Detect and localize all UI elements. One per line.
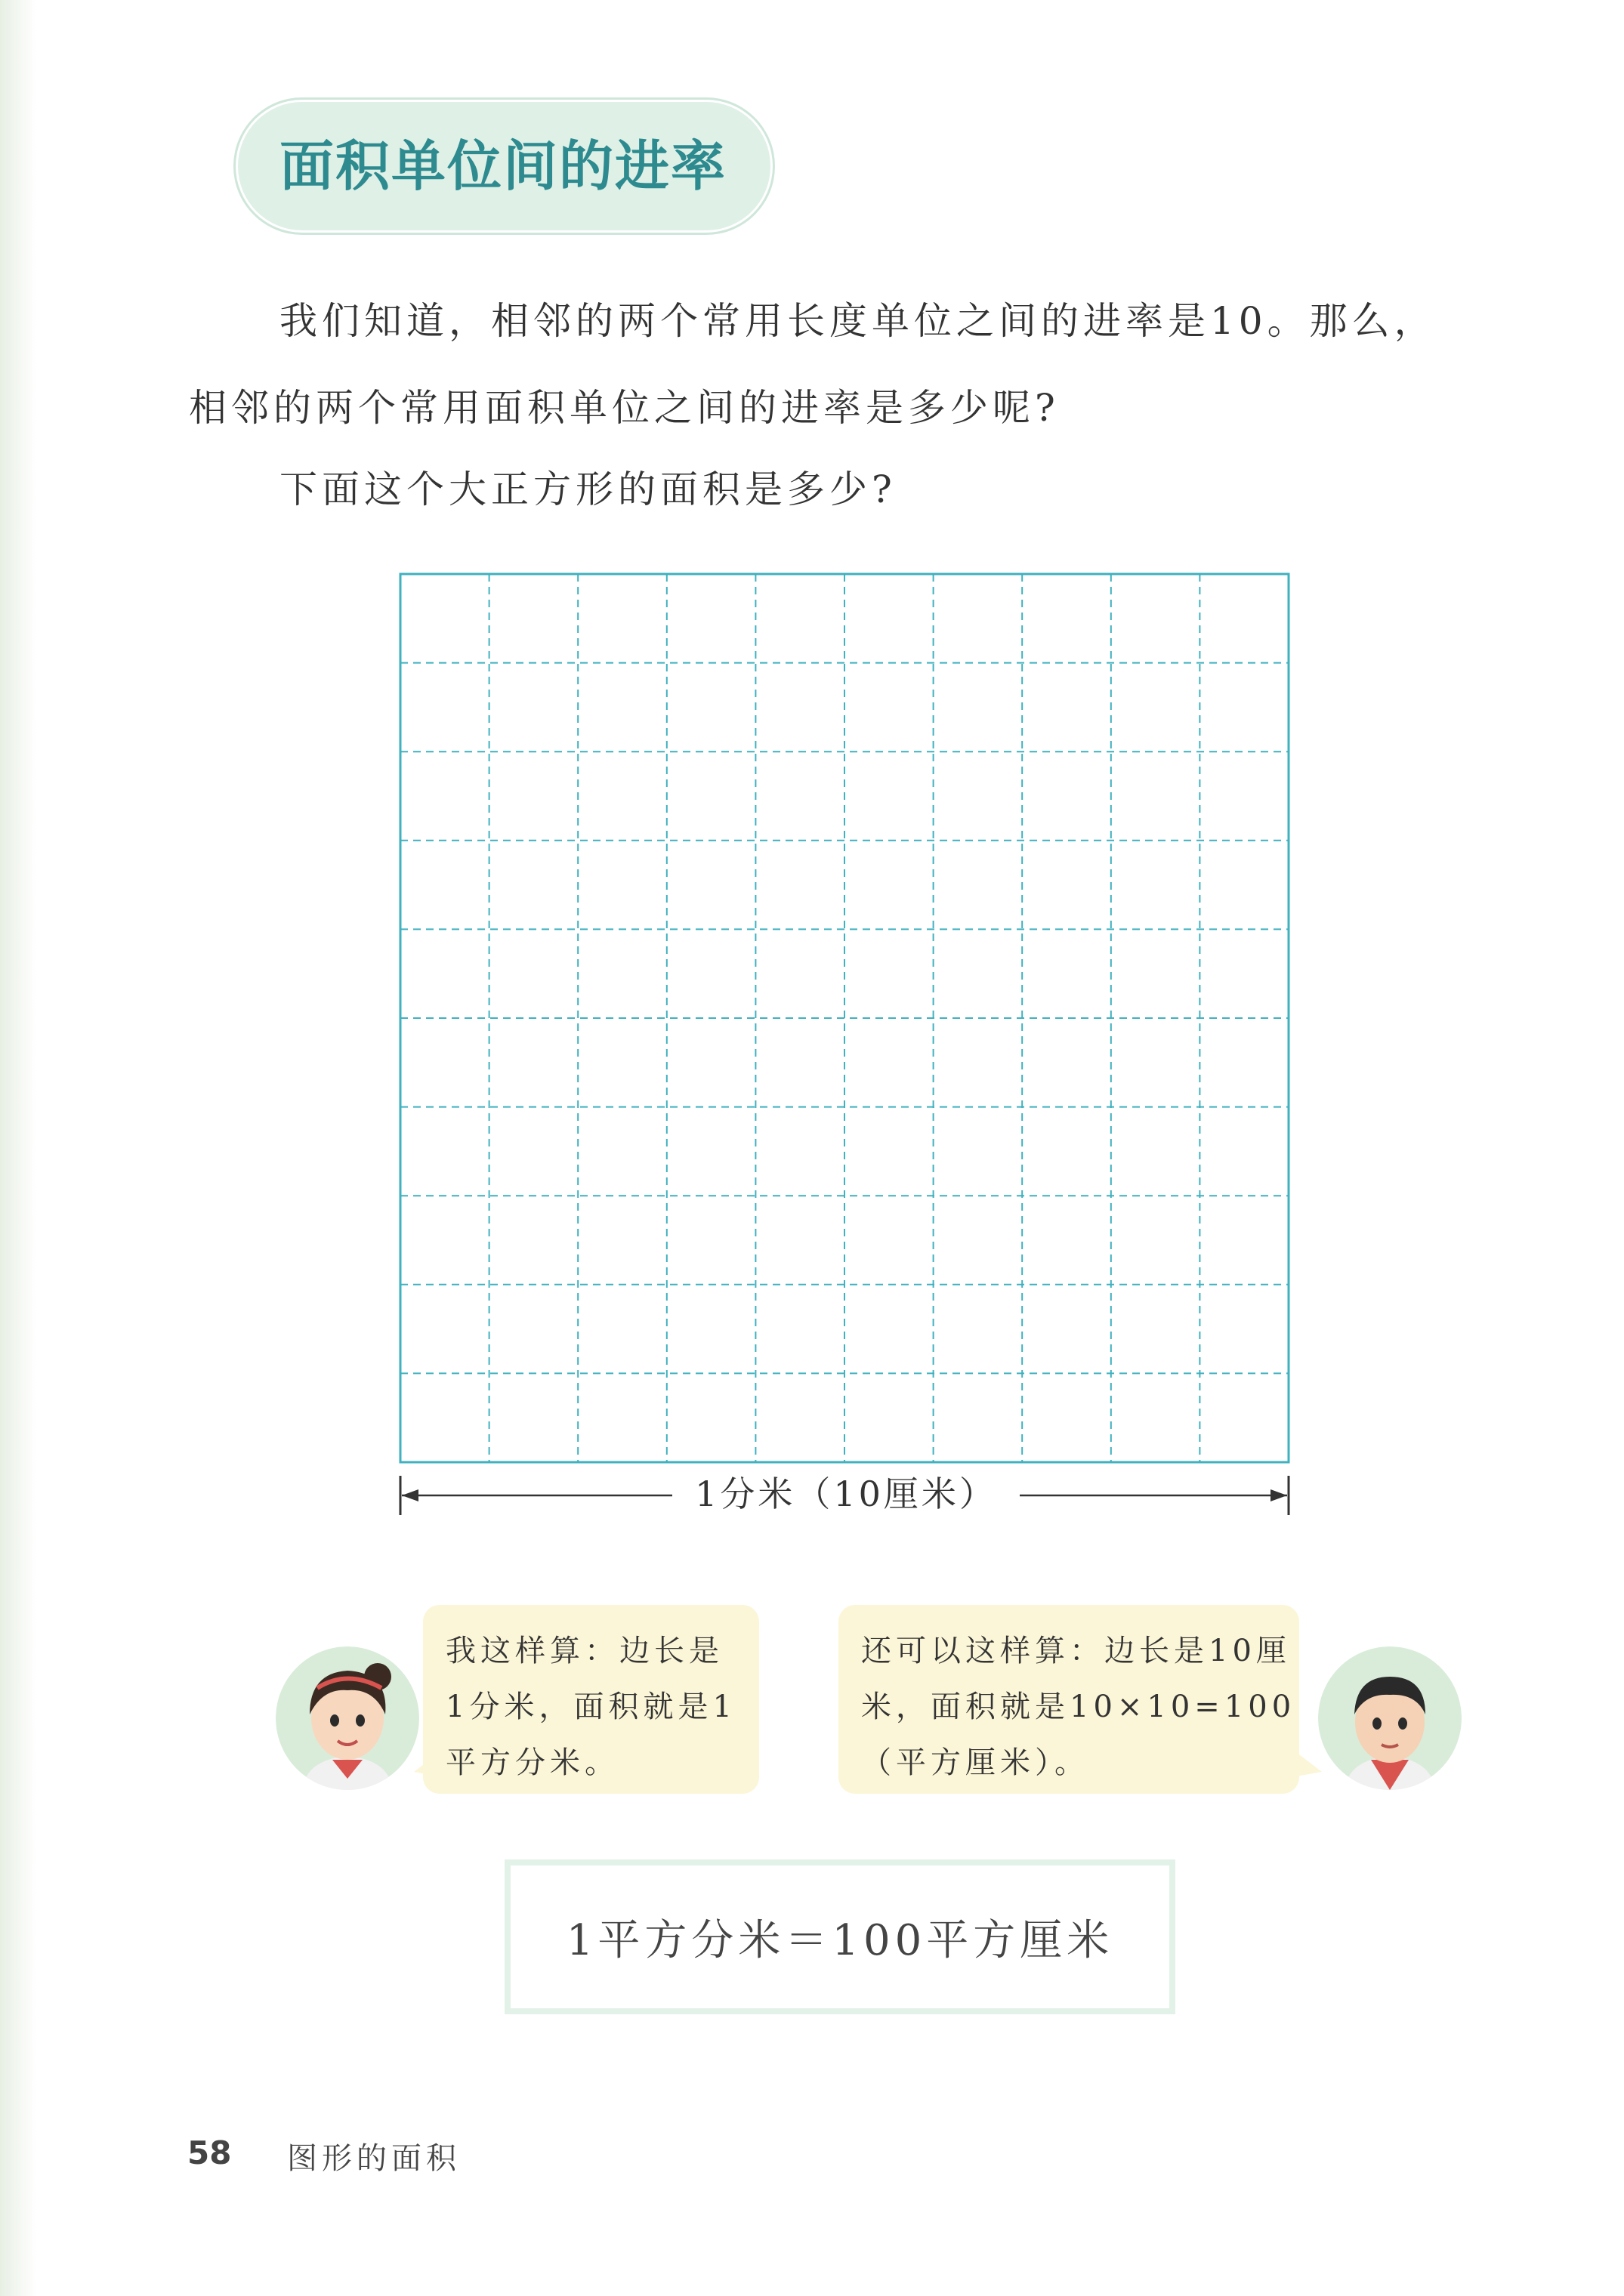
boy-speech-line-2: 米，面积就是10×10=100 — [861, 1690, 1296, 1724]
intro-line-2: 相邻的两个常用面积单位之间的进率是多少呢? — [189, 386, 1060, 430]
intro-line-1: 我们知道，相邻的两个常用长度单位之间的进率是10。那么， — [279, 299, 1437, 343]
page-number: 58 — [187, 2134, 232, 2171]
girl-bubble-tail — [414, 1752, 440, 1776]
boy-bubble-tail — [1296, 1752, 1322, 1776]
page-edge-shadow — [0, 0, 36, 2296]
measure-left-arrowhead — [402, 1489, 418, 1501]
measure-right-arrowhead — [1270, 1489, 1287, 1501]
grid-svg — [399, 572, 1290, 1464]
page-title: 面积单位间的进率 — [279, 134, 727, 198]
formula-text: 1平方分米＝100平方厘米 — [566, 1915, 1114, 1965]
girl-speech-line-2: 1分米，面积就是1 — [446, 1690, 736, 1724]
girl-speech-line-3: 平方分米。 — [446, 1745, 619, 1780]
girl-speech-line-1: 我这样算：边长是 — [446, 1634, 724, 1668]
boy-speech-line-1: 还可以这样算：边长是10厘 — [861, 1634, 1291, 1668]
boy-avatar — [1318, 1646, 1462, 1790]
section-title: 图形的面积 — [287, 2141, 461, 2176]
question-line: 下面这个大正方形的面积是多少? — [279, 468, 897, 511]
square-grid — [399, 572, 1290, 1464]
measurement-label: 1分米（10厘米） — [672, 1471, 1020, 1517]
boy-speech-line-3: （平方厘米）。 — [861, 1745, 1089, 1780]
formula-box — [505, 1859, 1175, 2014]
boy-speech-bubble — [838, 1605, 1299, 1794]
girl-avatar — [276, 1646, 419, 1790]
girl-speech-bubble — [423, 1605, 759, 1794]
